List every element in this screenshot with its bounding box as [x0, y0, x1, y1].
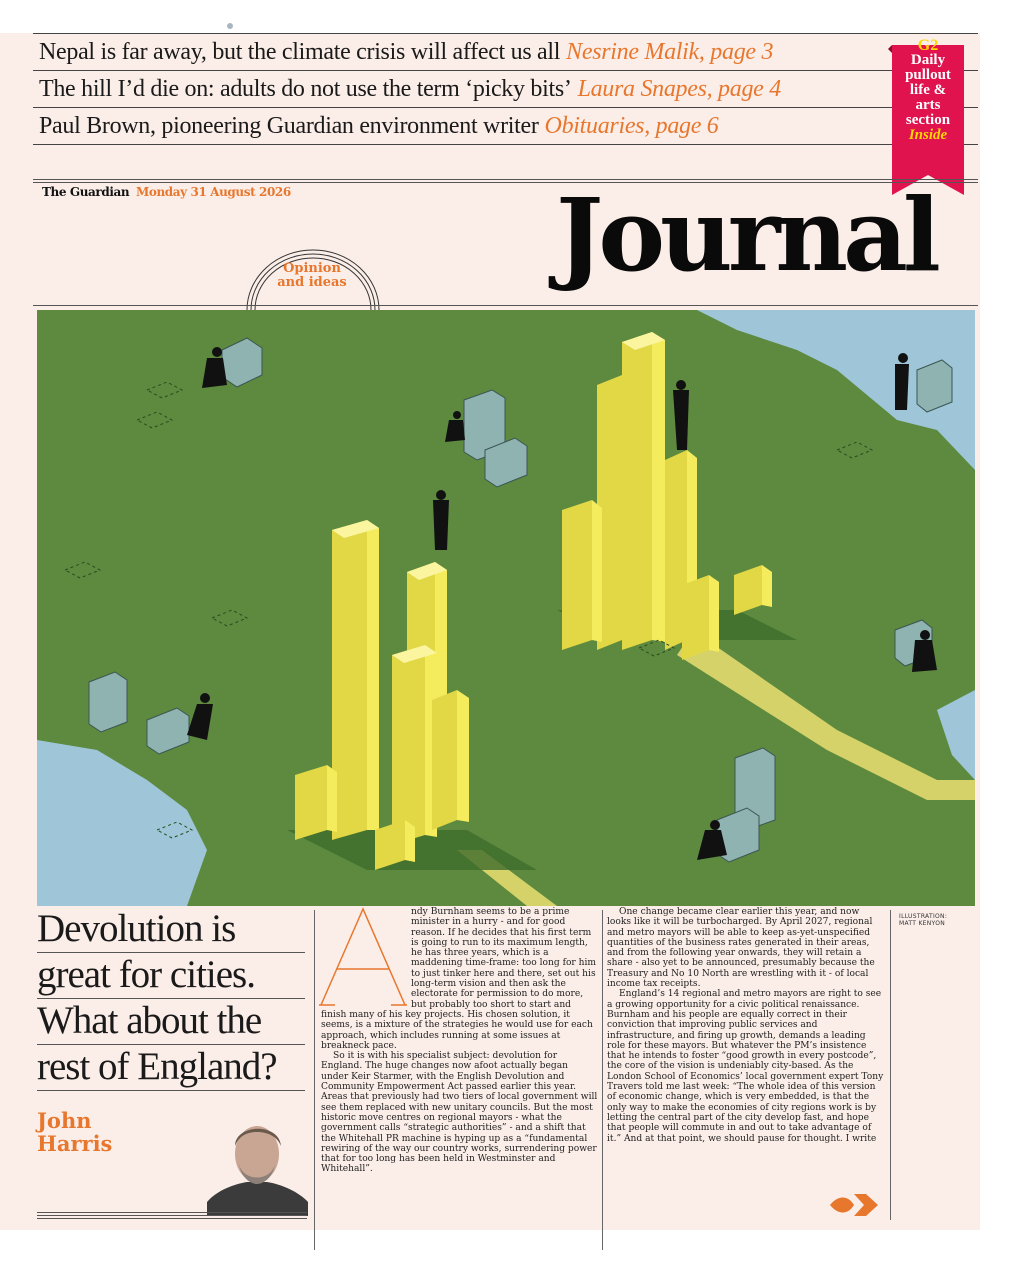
ribbon-inside: Inside: [908, 127, 948, 143]
ribbon-line: section: [905, 112, 951, 128]
author-last: Harris: [37, 1131, 113, 1156]
dropcap-letter: [319, 907, 407, 1007]
badge-line: and ideas: [277, 275, 347, 290]
g2-label: G2: [917, 37, 939, 54]
section-title: Journal: [556, 176, 936, 294]
paragraph: ndy Burnham seems to be a prime minister in a hurry - and for good reason. If he decides that his first term is going to run to its maximum length, he has three years, which is a maddening time-frame: too long for him to just tinker here and there, set out his long-term vision and then ask the electorate for permission to do more, but probably too short to start and finish many of his key projects. His chosen solution, it seems, is a mixture of the strategies he would use for each approach, which includes running at some issues at breakneck pace.: [321, 907, 597, 1051]
headline-line: rest of England?: [37, 1045, 305, 1091]
credit-line: MATT KENYON: [899, 920, 946, 927]
teaser-headline: Nepal is far away, but the climate crisis will affect us all: [39, 38, 561, 65]
ribbon-line: arts: [915, 97, 941, 113]
teaser-byline: Obituaries, page 6: [544, 112, 719, 139]
ribbon-line: Daily: [910, 52, 946, 68]
teaser-byline: Nesrine Malik, page 3: [566, 38, 774, 65]
issue-date: Monday 31 August 2026: [135, 185, 291, 199]
author-byline[interactable]: [37, 1109, 112, 1155]
ribbon-line: pullout: [905, 67, 951, 83]
headline-line: Devolution is: [37, 907, 305, 953]
opinion-badge[interactable]: [262, 262, 362, 290]
article-headline: [37, 907, 305, 1091]
column-foot-rules: [37, 1212, 307, 1221]
author-portrait: [207, 1108, 308, 1220]
masthead-bottom-rule: [33, 305, 978, 306]
illustration-credit: [899, 913, 947, 927]
teaser-headline: The hill I’d die on: adults do not use the term ‘picky bits’: [39, 75, 572, 102]
continue-arrow-icon[interactable]: [828, 1192, 880, 1218]
g2-ribbon-label[interactable]: [888, 38, 968, 143]
badge-line: Opinion: [283, 261, 341, 276]
illustration-city-bars: [37, 310, 975, 906]
paper-name: The Guardian: [42, 185, 130, 199]
teaser-strip: [33, 33, 978, 145]
paragraph: England’s 14 regional and metro mayors are right to see a growing opportunity for a civic political renaissance. Burnham and his people are equally correct in their conviction that improving public services and infrastructure, and firing up growth, demands a leading role for these mayors. But whatever the PM’s insistence that he intends to foster “good growth in every postcode”, the core of the vision is undeniably city-based. As the London School of Economics’ local government expert Tony Travers told me last week: “The whole idea of this version of economic change, which is very embedded, is that the only way to make the economies of city regions work is by letting the central part of the city develop fast, and hope that people will commute in and out to take advantage of it.” And at that point, we should pause for thought. I write: [607, 989, 884, 1144]
teaser-headline: Paul Brown, pioneering Guardian environment writer: [39, 112, 539, 139]
column-rule: [602, 910, 603, 1250]
teaser-3[interactable]: [33, 108, 978, 145]
headline-line: What about the: [37, 999, 305, 1045]
teaser-2[interactable]: [33, 71, 978, 108]
paragraph: So it is with his specialist subject: devolution for England. The huge changes now afoot actually began under Keir Starmer, with the English Devolution and Community Empowerment Act passed earlier this year. Areas that previously had two tiers of local government will see them replaced with new unitary councils. But the most historic move centres on regional mayors - what the government calls “strategic authorities” - and a shift that the Whitehall PR machine is hyping up as a “fundamental rewiring of the way our country works, surrendering power that for too long has been held in Westminster and Whitehall”.: [321, 1051, 598, 1175]
ribbon-line: life &: [909, 82, 947, 98]
teaser-byline: Laura Snapes, page 4: [577, 75, 781, 102]
author-first: John: [37, 1108, 92, 1133]
paragraph: One change became clear earlier this year, and now looks like it will be turbocharged. By April 2027, regional and metro mayors will be able to keep as-yet-unspecified quantities of the business rates generated in their areas, and from the following year onwards, they will retain a share - also yet to be announced, presumably because the Treasury and No 10 North are wrestling with it - of local income tax receipts.: [607, 907, 875, 990]
teaser-1[interactable]: [33, 34, 978, 71]
dateline: [42, 185, 291, 199]
headline-line: great for cities.: [37, 953, 305, 999]
column-rule: [890, 910, 891, 1220]
article-column-1: [321, 907, 598, 1175]
credit-line: ILLUSTRATION:: [899, 913, 948, 920]
article-column-2: [607, 907, 885, 1144]
column-rule: [314, 910, 315, 1250]
scan-dot: [227, 23, 233, 29]
